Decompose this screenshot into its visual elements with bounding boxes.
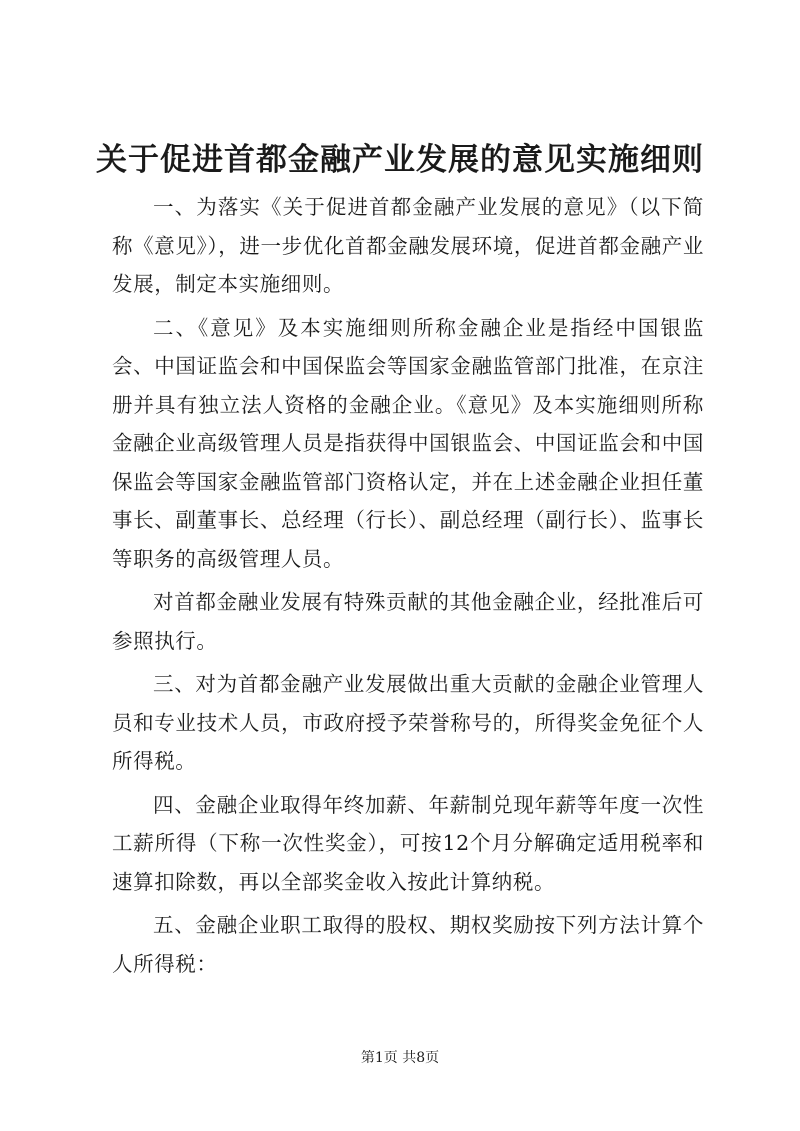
paragraph-1: 一、为落实《关于促进首都金融产业发展的意见》（以下简称《意见》），进一步优化首都金融发展环境，促进首都金融产业发展，制定本实施细则。: [112, 195, 704, 296]
paragraph-4: 三、对为首都金融产业发展做出重大贡献的金融企业管理人员和专业技术人员，市政府授予荣誉称号的，所得奖金免征个人所得税。: [112, 672, 704, 773]
page-footer: 第1页 共8页: [360, 1050, 440, 1066]
paragraph-5: 四、金融企业取得年终加薪、年薪制兑现年薪等年度一次性工薪所得（下称一次性奖金），可按12个月分解确定适用税率和速算扣除数，再以全部奖金收入按此计算纳税。: [112, 792, 704, 894]
document-body: [112, 188, 704, 988]
paragraph-6: 五、金融企业职工取得的股权、期权奖励按下列方法计算个人所得税：: [112, 913, 704, 976]
paragraph-2: 二、《意见》及本实施细则所称金融企业是指经中国银监会、中国证监会和中国保监会等国家金融监管部门批准，在京注册并具有独立法人资格的金融企业。《意见》及本实施细则所称金融企业高级管理人员是指获得中国银监会、中国证监会和中国保监会等国家金融监管部门资格认定，并在上述金融企业担任董事长、副董事长、总经理（行长）、副总经理（副行长）、监事长等职务的高级管理人员。: [112, 315, 704, 571]
document-title: 关于促进首都金融产业发展的意见实施细则: [96, 142, 704, 178]
paragraph-3: 对首都金融业发展有特殊贡献的其他金融企业，经批准后可参照执行。: [112, 590, 704, 653]
